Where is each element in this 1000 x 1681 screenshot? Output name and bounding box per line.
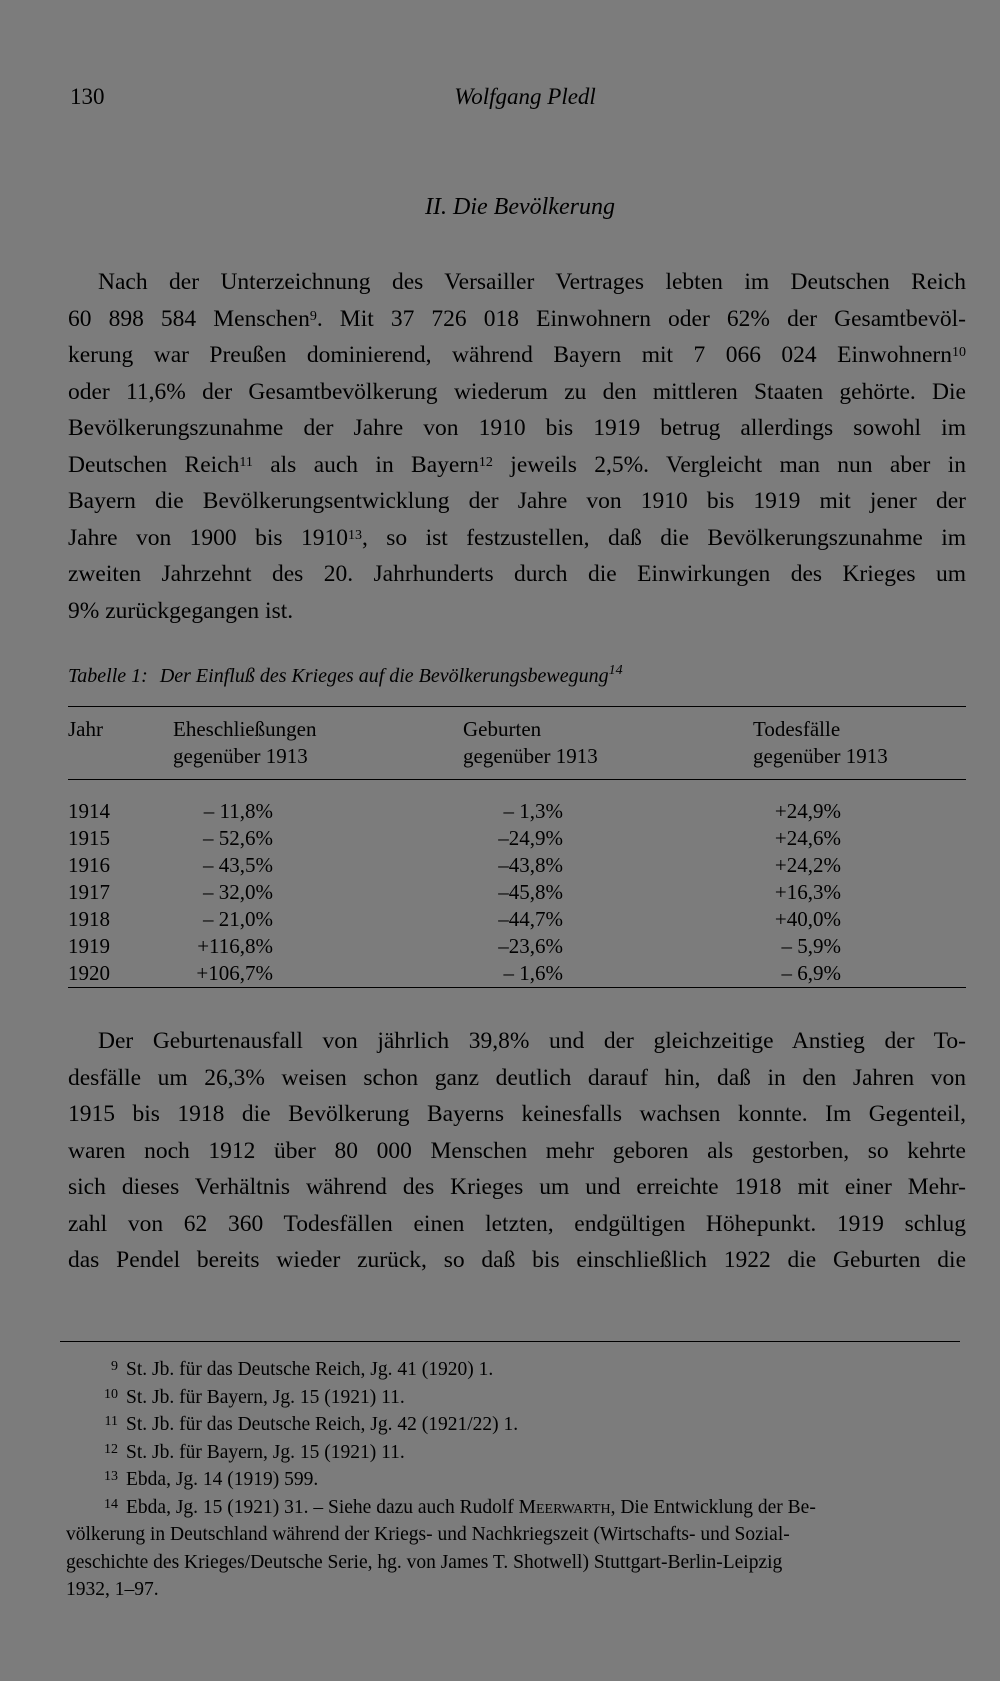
paragraph-analysis [68, 1023, 966, 1279]
cell-year: 1918 [68, 907, 110, 931]
column-header-marriages: Eheschließungen gegenüber 1913 [173, 717, 317, 768]
cell-marriages: – 43,5% [203, 853, 273, 877]
text-line: Bayern die Bevölkerungsentwicklung der Jahre von 1910 bis 1919 mit jener der [68, 488, 966, 514]
footnote-ref[interactable]: 13 [347, 527, 362, 543]
footnote-number: 11 [104, 1414, 118, 1429]
section-title: II. Die Bevölkerung [425, 194, 615, 220]
footnote-ref[interactable]: 10 [952, 345, 966, 360]
cell-year: 1914 [68, 799, 110, 823]
text-line: Jahre von 1900 bis 1910$^{13}$, so ist festzustellen, daß die Bevölkerungszunahme im [68, 524, 967, 551]
footnote: 12 St. Jb. für Bayern, Jg. 15 (1921) 11. [66, 1439, 966, 1467]
text-line: 9% zurückgegangen ist. [68, 597, 294, 624]
cell-births: –45,8% [498, 880, 563, 904]
cell-deaths: +24,2% [774, 853, 841, 877]
text-line: kerung war Preußen dominierend, während Bayern mit 7 066 024 Einwohnern$^{10}$ [68, 342, 966, 368]
footnote-ref[interactable]: 12 [478, 454, 493, 470]
cell-deaths: +16,3% [774, 880, 841, 904]
cell-year: 1920 [68, 961, 110, 985]
cell-births: –43,8% [498, 853, 563, 877]
footnote-number: 13 [104, 1469, 118, 1484]
table-row [68, 852, 966, 879]
cell-year: 1915 [68, 826, 110, 850]
footnotes [66, 1356, 966, 1604]
footnote: 14 Ebda, Jg. 15 (1921) 31. – Siehe dazu auch Rudolf Meerwarth, Die Entwicklung der Be- völkerung in Deutschland während der Kriegs- und Nachkriegszeit (Wirtschafts- und Sozial- geschichte des Krieges/Deutsche Serie, hg. von James T. Shotwell) Stuttgart-Berlin-Leipzig 1932, 1–97. [66, 1494, 966, 1604]
cell-births: –24,9% [498, 826, 563, 850]
text-line: oder 11,6% der Gesamtbevölkerung wiederum zu den mittleren Staaten gehörte. Die [68, 378, 966, 405]
population-table [68, 716, 966, 987]
table-top-rule [68, 706, 966, 707]
column-header-year: Jahr [68, 717, 103, 741]
cell-marriages: – 52,6% [203, 826, 273, 850]
footnote: 10 St. Jb. für Bayern, Jg. 15 (1921) 11. [66, 1384, 966, 1412]
table-caption-label: Tabelle 1: [68, 665, 148, 687]
author-name: Meerwarth [518, 1496, 611, 1518]
table-row [68, 825, 966, 852]
table-caption-title: Der Einfluß des Krieges auf die Bevölkerungsbewegung [159, 665, 609, 687]
cell-marriages: – 32,0% [203, 880, 273, 904]
footnote-number: 14 [104, 1496, 118, 1512]
cell-year: 1917 [68, 880, 110, 904]
cell-births: – 1,3% [503, 799, 563, 823]
column-header-births: Geburten gegenüber 1913 [463, 717, 598, 768]
table-caption [68, 665, 968, 688]
paragraph-intro [68, 264, 966, 629]
cell-marriages: – 21,0% [203, 907, 273, 931]
cell-year: 1919 [68, 934, 110, 958]
cell-births: –44,7% [498, 907, 563, 931]
footnote: 9 St. Jb. für das Deutsche Reich, Jg. 41 (1920) 1. [66, 1356, 966, 1384]
footnote-ref[interactable]: 14 [608, 663, 623, 678]
table-row [68, 906, 966, 933]
cell-deaths: +40,0% [774, 907, 841, 931]
text-line: Nach der Unterzeichnung des Versailler Vertrages lebten im Deutschen Reich [98, 269, 966, 295]
column-header-deaths: Todesfälle gegenüber 1913 [753, 717, 888, 768]
text-line: zweiten Jahrzehnt des 20. Jahrhunderts durch die Einwirkungen des Krieges um [68, 561, 966, 587]
table-row [68, 798, 966, 825]
table-row [68, 933, 966, 960]
cell-deaths: +24,6% [774, 826, 841, 850]
text-line: 1915 bis 1918 die Bevölkerung Bayerns keinesfalls wachsen konnte. Im Gegenteil, [68, 1101, 966, 1127]
footnote: 11 St. Jb. für das Deutsche Reich, Jg. 42 (1921/22) 1. [66, 1411, 966, 1439]
cell-births: – 1,6% [503, 961, 563, 985]
table-header-row [68, 716, 966, 786]
page-header [70, 84, 940, 114]
text-line: sich dieses Verhältnis während des Krieges um und erreichte 1918 mit einer Mehr- [68, 1174, 966, 1200]
running-head-author: Wolfgang Pledl [454, 84, 596, 109]
cell-marriages: +106,7% [196, 961, 273, 985]
text-line: 60 898 584 Menschen$^9$. Mit 37 726 018 Einwohnern oder 62% der Gesamtbevöl- [68, 305, 966, 332]
footnote-divider [60, 1341, 960, 1342]
footnote: 13 Ebda, Jg. 14 (1919) 599. [66, 1466, 966, 1494]
cell-marriages: – 11,8% [203, 799, 273, 823]
text-line: desfälle um 26,3% weisen schon ganz deutlich darauf hin, daß in den Jahren von [68, 1064, 966, 1091]
footnote-number: 9 [111, 1359, 118, 1374]
table-row [68, 879, 966, 906]
footnote-ref[interactable]: 9 [309, 308, 317, 324]
footnote-ref[interactable]: 11 [239, 454, 253, 470]
cell-deaths: – 5,9% [781, 934, 841, 958]
text-line: Bevölkerungszunahme der Jahre von 1910 bis 1919 betrug allerdings sowohl im [68, 415, 966, 441]
cell-deaths: – 6,9% [781, 961, 841, 985]
footnote-number: 10 [104, 1386, 118, 1402]
text-line: zahl von 62 360 Todesfällen einen letzten, endgültigen Höhepunkt. 1919 schlug [68, 1210, 966, 1237]
text-line: Der Geburtenausfall von jährlich 39,8% und der gleichzeitige Anstieg der To- [98, 1028, 966, 1054]
table-bottom-rule [68, 987, 966, 988]
table-spacer [68, 786, 966, 798]
page-number: 130 [70, 84, 105, 109]
table-row [68, 960, 966, 987]
footnote-number: 12 [104, 1441, 118, 1457]
cell-deaths: +24,9% [774, 799, 841, 823]
cell-year: 1916 [68, 853, 110, 877]
text-line: Deutschen Reich$^{11}$ als auch in Bayern$^{12}$ jeweils 2,5%. Vergleicht man nun aber in [68, 451, 966, 478]
cell-births: –23,6% [498, 934, 563, 958]
text-line: waren noch 1912 über 80 000 Menschen mehr geboren als gestorben, so kehrte [68, 1137, 966, 1164]
text-line: das Pendel bereits wieder zurück, so daß bis einschließlich 1922 die Geburten die [68, 1247, 966, 1273]
cell-marriages: +116,8% [197, 934, 273, 958]
